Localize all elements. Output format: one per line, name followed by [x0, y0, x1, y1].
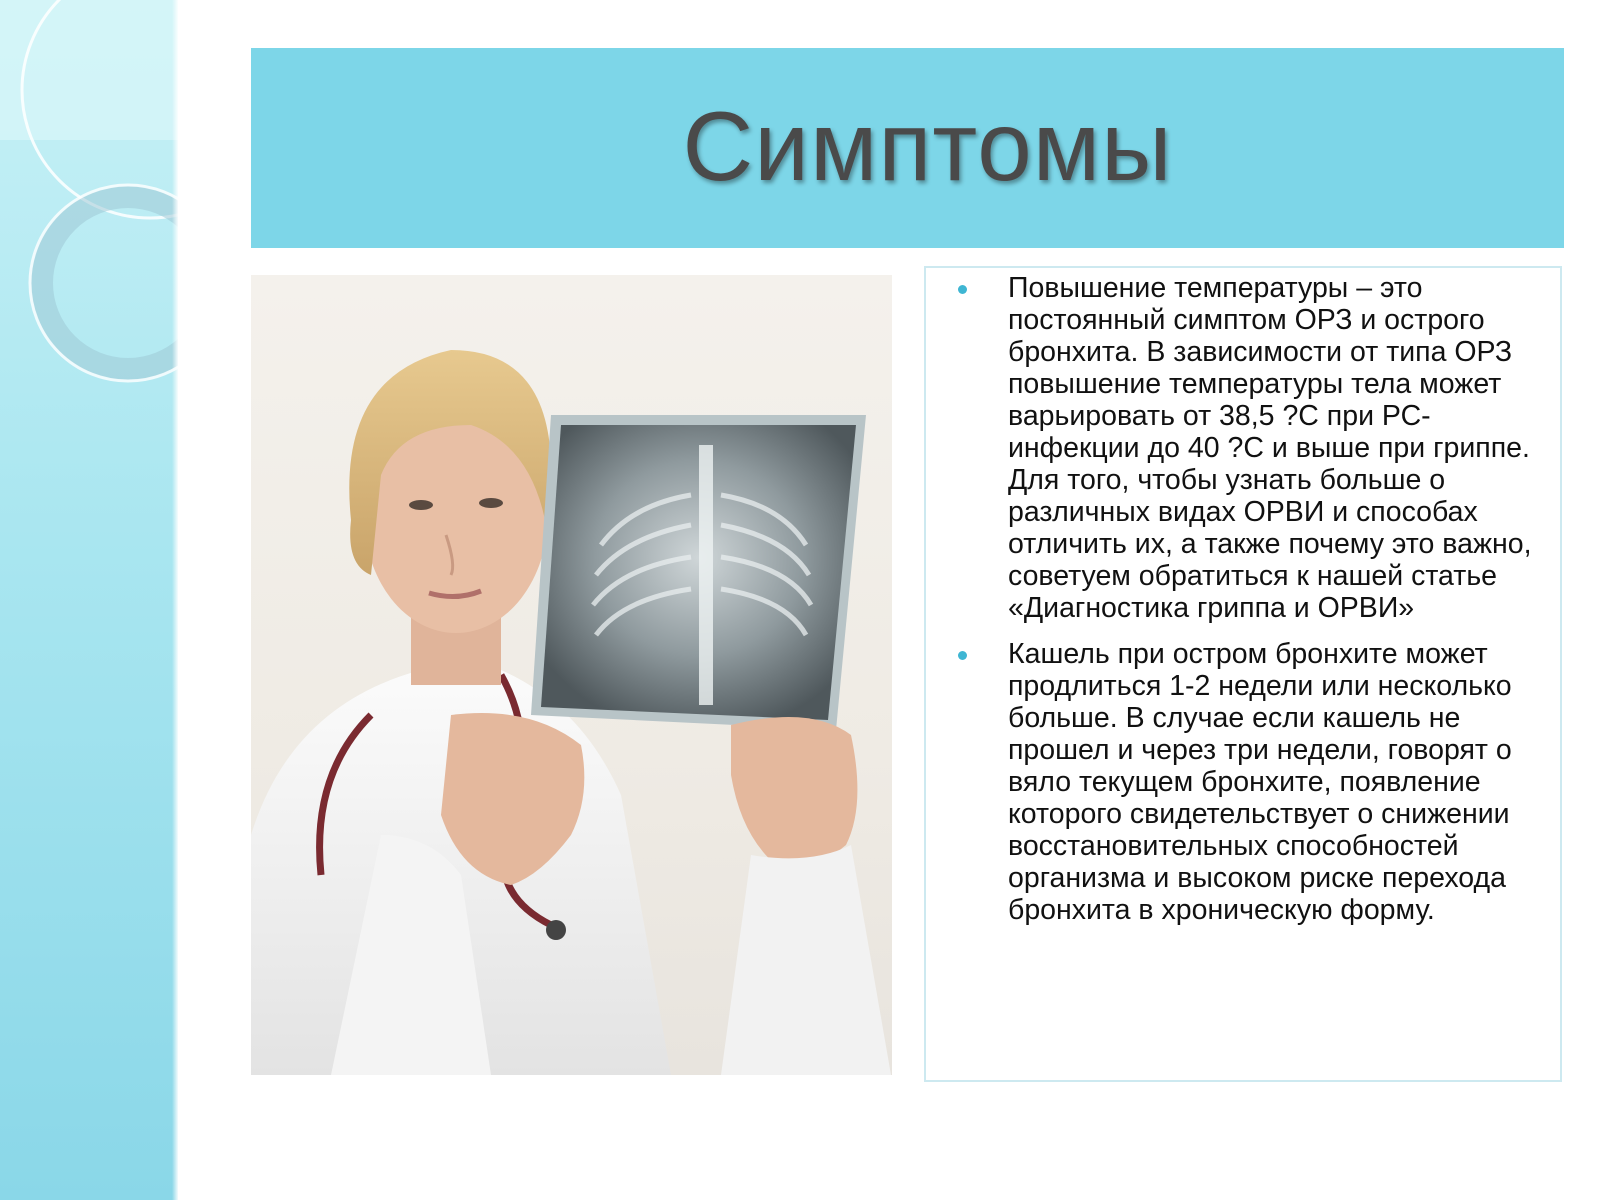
band-edge-highlight [172, 0, 178, 1200]
slide-title: Симптомы [682, 90, 1173, 201]
title-bar [251, 48, 1564, 248]
decorative-circles [0, 0, 178, 420]
right-sleeve [721, 845, 891, 1075]
decorative-side-band [0, 0, 178, 1200]
photo-illustration [251, 275, 892, 1075]
left-eye [409, 500, 433, 510]
right-hand [731, 717, 857, 868]
bullet-icon [958, 285, 967, 294]
symptom-list [926, 272, 1560, 940]
doctor-xray-photo [251, 275, 892, 1075]
list-item [926, 272, 1560, 624]
right-eye [479, 498, 503, 508]
stethoscope-chest-piece [546, 920, 566, 940]
list-item [926, 638, 1560, 926]
bullet-text: Повышение температуры – это постоянный симптом ОРЗ и острого бронхита. В зависимости от типа ОРЗ повышение температуры тела может варьировать от 38,5 ?С при РС-инфекции до 40 ?С и выше при гриппе. Для того, чтобы узнать больше о различных видах ОРВИ и способах отличить их, а также почему это важно, советуем обратиться к нашей статье «Диагностика гриппа и ОРВИ» [1008, 272, 1532, 624]
symptoms-text-box [924, 266, 1562, 1082]
xray-spine [699, 445, 713, 705]
bullet-icon [958, 651, 967, 660]
bullet-text: Кашель при остром бронхите может продлиться 1-2 недели или несколько больше. В случае если кашель не прошел и через три недели, говорят о вяло текущем бронхите, появление которого свидетельствует о снижении восстановительных способностей организма и высоком риске перехода бронхита в хроническую форму. [1008, 638, 1512, 926]
thick-ring [42, 197, 178, 369]
